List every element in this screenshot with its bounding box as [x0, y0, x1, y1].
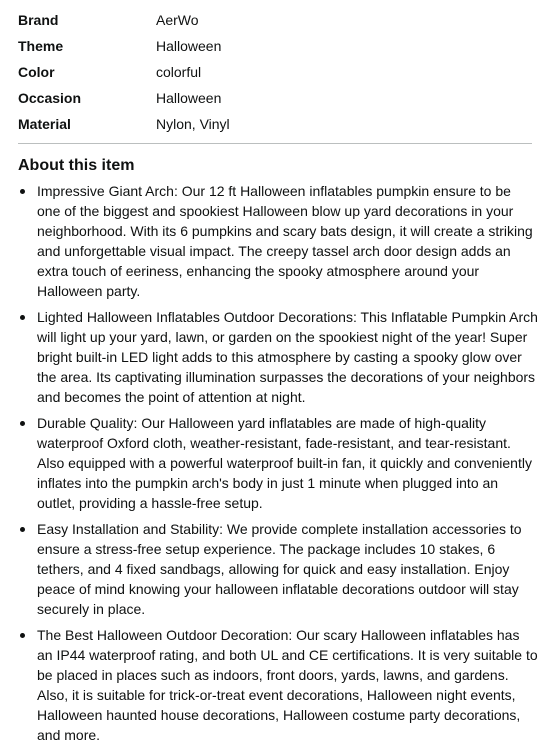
bullet-dot-icon — [20, 189, 25, 194]
feature-bullet — [18, 181, 538, 301]
spec-value: Nylon, Vinyl — [156, 116, 230, 132]
spec-value: Halloween — [156, 38, 222, 54]
spec-label: Material — [18, 116, 71, 132]
spec-label: Brand — [18, 12, 59, 28]
feature-bullet-text: Lighted Halloween Inflatables Outdoor Decorations: This Inflatable Pumpkin Arch will light up your yard, lawn, or garden on the spookiest night of the year! Super bright built-in LED light adds to this atmosphere by casting a spooky glow over the area. Its captivating illumination surpasses the decorations of your neighbors and becomes the point of attention at night. — [37, 309, 538, 405]
spec-label: Occasion — [18, 90, 82, 106]
spec-row-material — [18, 111, 230, 137]
feature-bullet-text: Durable Quality: Our Halloween yard inflatables are made of high-quality waterproof Oxford cloth, weather-resistant, fade-resistant, and tear-resistant. Also equipped with a powerful waterproof built-in fan, it quickly and conveniently inflates into the pumpkin arch's body in just 1 minute when plugged into an outlet, providing a hassle-free setup. — [37, 415, 532, 511]
bullet-dot-icon — [20, 315, 25, 320]
spec-row-brand — [18, 7, 230, 33]
spec-value: Halloween — [156, 90, 222, 106]
spec-row-color — [18, 59, 230, 85]
spec-row-theme — [18, 33, 230, 59]
product-specs-table — [18, 7, 230, 137]
feature-bullet-text: Impressive Giant Arch: Our 12 ft Halloween inflatables pumpkin ensure to be one of the biggest and spookiest Halloween blow up yard decorations in your neighborhood. With its 6 pumpkins and scary bats design, it will create a striking and unforgettable visual impact. The creepy tassel arch door design adds an extra touch of eeriness, enhancing the spooky atmosphere around your Halloween party. — [37, 183, 533, 299]
bullet-dot-icon — [20, 421, 25, 426]
bullet-dot-icon — [20, 633, 25, 638]
feature-bullet-text: Easy Installation and Stability: We provide complete installation accessories to ensure a stress-free setup experience. The package includes 10 stakes, 6 tethers, and 4 fixed sandbags, allowing for quick and easy installation. Enjoy peace of mind knowing your halloween inflatable decorations outdoor will stay securely in place. — [37, 521, 522, 617]
feature-bullet — [18, 307, 538, 407]
spec-row-occasion — [18, 85, 230, 111]
feature-bullet — [18, 519, 538, 619]
feature-bullet-text: The Best Halloween Outdoor Decoration: Our scary Halloween inflatables has an IP44 waterproof rating, and both UL and CE certifications. It is very suitable to be placed in places such as indoors, front doors, yards, lawns, and gardens. Also, it is suitable for trick-or-treat event decorations, Halloween night events, Halloween haunted house decorations, Halloween costume party decorations, and more. — [37, 627, 538, 743]
spec-label: Color — [18, 64, 55, 80]
about-section-title: About this item — [18, 157, 135, 174]
spec-value: AerWo — [156, 12, 199, 28]
spec-value: colorful — [156, 64, 202, 80]
feature-bullet — [18, 413, 538, 513]
bullet-dot-icon — [20, 527, 25, 532]
section-divider — [18, 143, 532, 144]
spec-label: Theme — [18, 38, 64, 54]
feature-bullet — [18, 625, 538, 745]
feature-bullet-list — [18, 181, 538, 751]
